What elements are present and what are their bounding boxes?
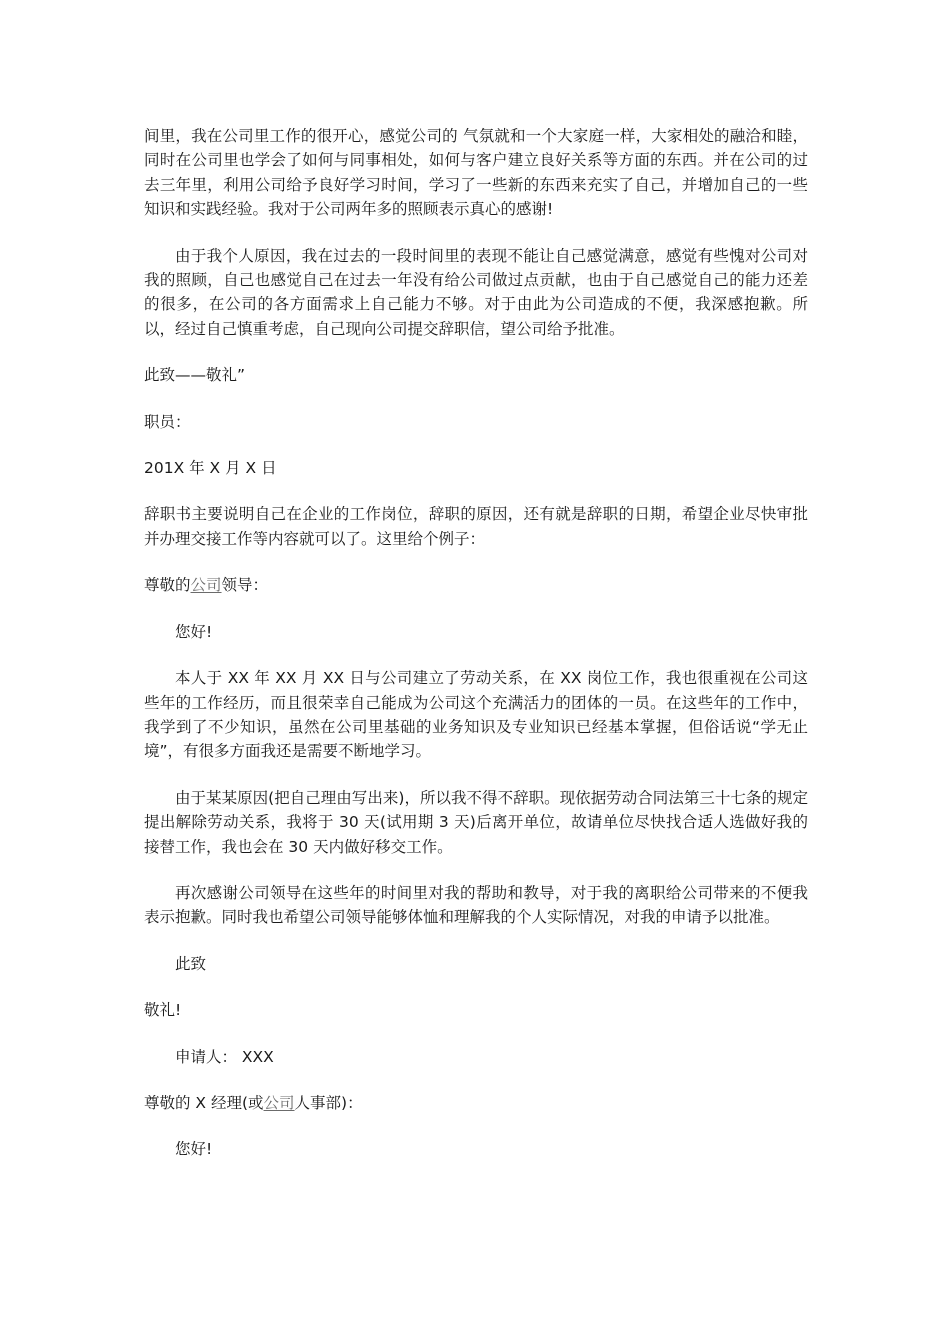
signature-staff: 职员： [144, 412, 191, 431]
paragraph-gratitude: 间里，我在公司里工作的很开心，感觉公司的 气氛就和一个大家庭一样，大家相处的融洽和睦，同时在公司里也学会了如何与同事相处，如何与客户建立良好关系等方面的东西。并在公司的过去三年里，利用公司给予良好学习时间，学习了一些新的东西来充实了自己，并增加自己的一些知识和实践经验。我对于公司两年多的照顾表示真心的感谢! [144, 127, 808, 219]
company-link[interactable]: 公司 [190, 576, 222, 595]
salutation-manager-prefix: 尊敬的 X 经理(或 [144, 1093, 264, 1112]
greeting-hello-2: 您好! [175, 1140, 213, 1159]
greeting-hello: 您好! [175, 622, 213, 641]
document-page [144, 124, 808, 1184]
closing-regards: 此致——敬礼” [144, 366, 246, 385]
salutation-manager [144, 1091, 808, 1115]
salutation-leader-suffix: 领导： [221, 576, 269, 595]
applicant-line: 申请人： XXX [175, 1047, 274, 1066]
paragraph-employment: 本人于 XX 年 XX 月 XX 日与公司建立了劳动关系，在 XX 岗位工作，我也很重视在公司这些年的工作经历，而且很荣幸自己能成为公司这个充满活力的团体的一员。在这些年的工作中，我学到了不少知识，虽然在公司里基础的业务知识及专业知识已经基本掌握，但俗话说“学无止境”，有很多方面我还是需要不断地学习。 [144, 669, 808, 761]
company-link-2[interactable]: 公司 [263, 1093, 295, 1112]
salutation-manager-suffix: 人事部)： [294, 1093, 363, 1112]
closing-salute: 敬礼! [144, 1001, 182, 1020]
closing-respect: 此致 [175, 954, 207, 973]
paragraph-reason: 由于我个人原因，我在过去的一段时间里的表现不能让自己感觉满意，感觉有些愧对公司对我的照顾，自己也感觉自己在过去一年没有给公司做过点贡献，也由于自己感觉自己的能力还差的很多，在公司的各方面需求上自己能力不够。对于由此为公司造成的不便，我深感抱歉。所以，经过自己慎重考虑，自己现向公司提交辞职信，望公司给予批准。 [144, 246, 808, 338]
salutation-leader [144, 573, 808, 597]
paragraph-thanks: 再次感谢公司领导在这些年的时间里对我的帮助和教导，对于我的离职给公司带来的不便我表示抱歉。同时我也希望公司领导能够体恤和理解我的个人实际情况，对我的申请予以批准。 [144, 883, 808, 927]
paragraph-explanation: 辞职书主要说明自己在企业的工作岗位，辞职的原因，还有就是辞职的日期，希望企业尽快审批并办理交接工作等内容就可以了。这里给个例子： [144, 505, 808, 548]
salutation-leader-prefix: 尊敬的 [144, 576, 191, 595]
date-line: 201X 年 X 月 X 日 [144, 459, 277, 478]
paragraph-resignation: 由于某某原因(把自己理由写出来)，所以我不得不辞职。现依据劳动合同法第三十七条的规定提出解除劳动关系，我将于 30 天(试用期 3 天)后离开单位，故请单位尽快找合适人选做好我的接替工作，我也会在 30 天内做好移交工作。 [144, 788, 808, 856]
